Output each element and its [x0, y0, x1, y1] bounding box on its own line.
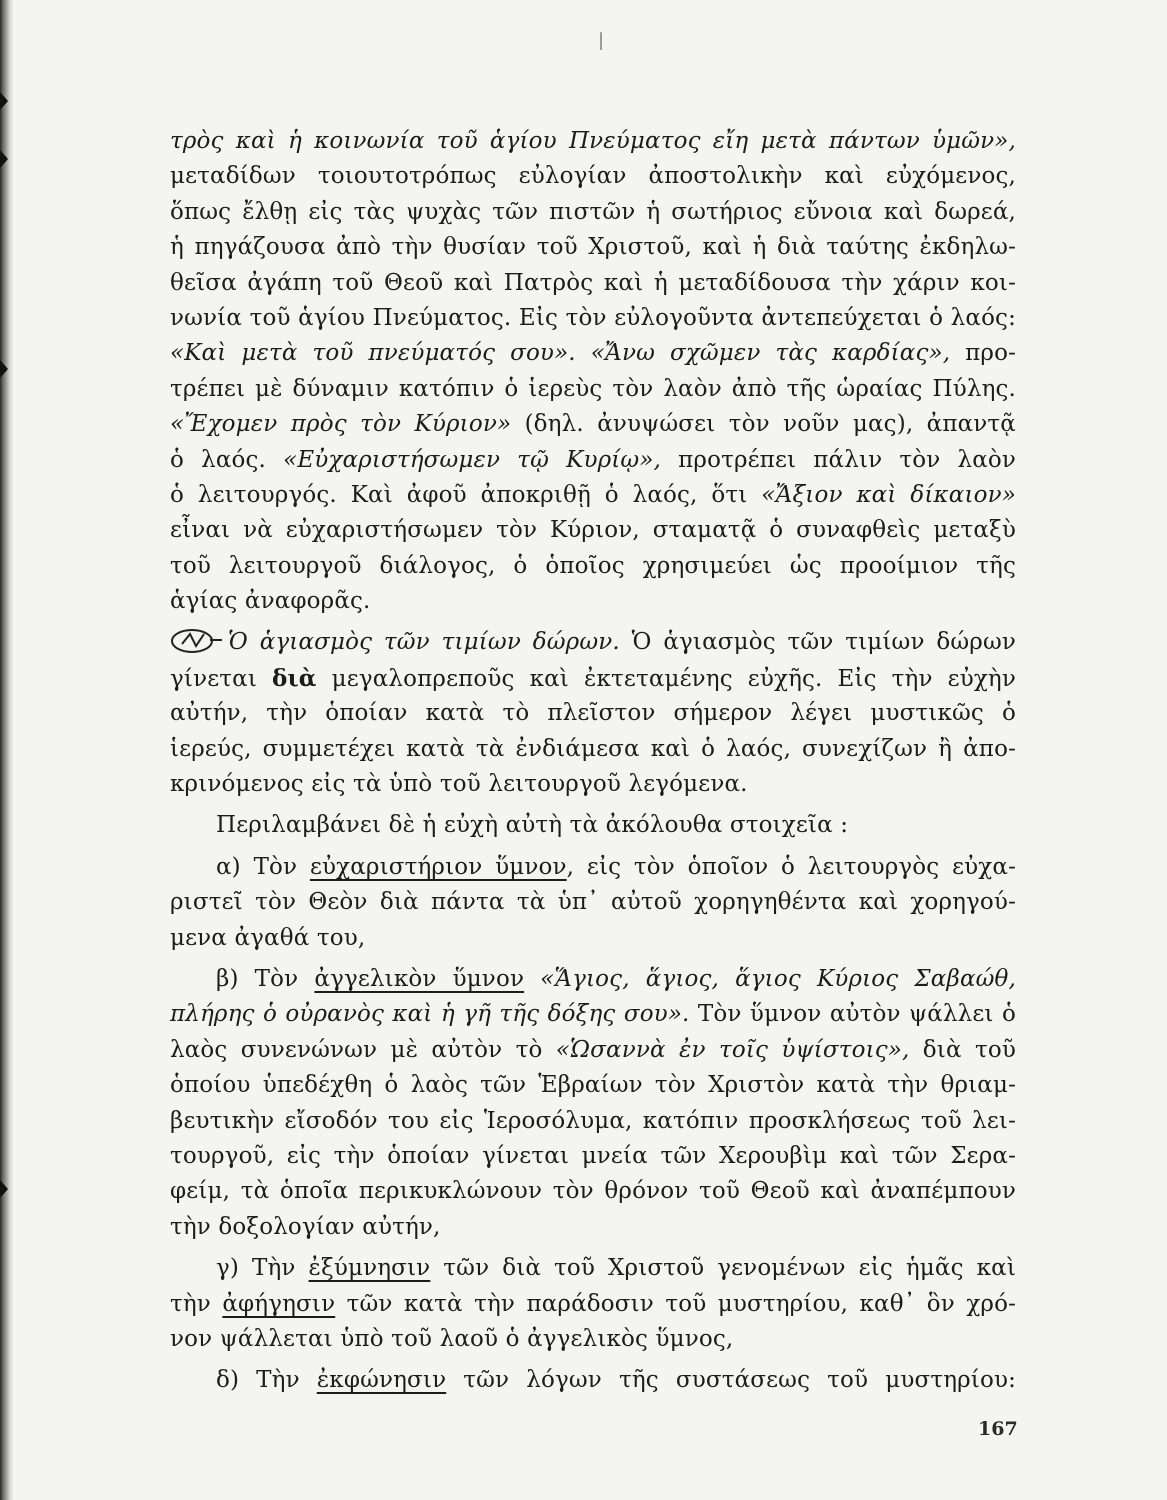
text-span: «Ἄξιον καὶ δίκαιον»: [761, 481, 1016, 508]
text-line: [170, 1287, 1016, 1322]
text-span: ὁ λειτουργός. Καὶ ἀφοῦ ἀποκριθῇ ὁ λαός, ὅτι: [170, 481, 762, 508]
text-line: κρινόμενος εἰς τὰ ὑπὸ τοῦ λειτουργοῦ λεγόμενα.: [170, 771, 748, 798]
page-body: [170, 124, 1016, 1399]
list-item-c: [170, 1251, 1016, 1286]
list-item-d: [170, 1363, 1016, 1398]
text-span: «Καὶ μετὰ τοῦ πνεύματός σου». «Ἄνω σχῶμεν τὰς καρδίας»,: [170, 340, 951, 367]
text-span: τὴν: [170, 1290, 223, 1317]
list-item-b: [170, 962, 1016, 997]
text-line: αὐτήν, τὴν ὁποίαν κατὰ τὸ πλεῖστον σήμερον λέγει μυστικῶς ὁ: [170, 700, 1016, 727]
text-span: «Ὡσαννὰ ἐν τοῖς ὑψίστοις»,: [555, 1036, 910, 1063]
text-line: [170, 1033, 1016, 1068]
pencil-mark: |: [598, 30, 605, 51]
text-line: [170, 997, 1016, 1032]
text-line: ἁγίας ἀναφορᾶς.: [170, 588, 371, 615]
text-line: [170, 478, 1016, 513]
text-span: β) Τὸν: [216, 965, 315, 992]
text-line: τὴν δοξολογίαν αὐτήν,: [170, 1213, 441, 1240]
section-heading: Ὁ ἁγιασμὸς τῶν τιμίων δώρων.: [228, 629, 620, 656]
text-span: δ) Τὴν: [216, 1367, 317, 1394]
underlined-term: ἐκφώνησιν: [316, 1367, 447, 1394]
text-line: [170, 407, 1016, 442]
text-span: τρὸς καὶ ἡ κοινωνία τοῦ ἁγίου Πνεύματος εἴη μετὰ πάντων ὑμῶν»,: [170, 128, 1016, 154]
text-span: «Ἅγιος, ἅγιος, ἅγιος Κύριος Σαβαώθ,: [524, 965, 1016, 992]
text-line: [170, 124, 1016, 159]
text-line: [170, 336, 1016, 371]
text-span: γίνεται: [170, 665, 273, 692]
text-span: προ-: [950, 340, 1016, 367]
text-span: (δηλ. ἀνυψώσει τὸν νοῦν μας), ἀπαντᾷ: [511, 411, 1016, 438]
text-line: ὅπως ἔλθῃ εἰς τὰς ψυχὰς τῶν πιστῶν ἡ σωτήριος εὔνοια καὶ δωρεά,: [170, 198, 1016, 225]
text-line: θεῖσα ἀγάπη τοῦ Θεοῦ καὶ Πατρὸς καὶ ἡ μεταδίδουσα τὴν χάριν κοι-: [170, 269, 1016, 296]
text-span: τῶν διὰ τοῦ Χριστοῦ γενομένων εἰς ἡμᾶς καὶ: [430, 1255, 1016, 1282]
text-span: «Εὐχαριστήσωμεν τῷ Κυρίῳ»,: [283, 446, 662, 473]
text-line: εἶναι νὰ εὐχαριστήσωμεν τὸν Κύριον, σταματᾷ ὁ συναφθεὶς μεταξὺ: [170, 517, 1016, 544]
underlined-term: ἀγγελικὸν ὕμνον: [314, 965, 525, 992]
text-line: τρέπει μὲ δύναμιν κατόπιν ὁ ἱερεὺς τὸν λαὸν ἀπὸ τῆς ὡραίας Πύλης.: [170, 375, 1016, 402]
text-line: φείμ, τὰ ὁποῖα περικυκλώνουν τὸν θρόνον τοῦ Θεοῦ καὶ ἀναπέμπουν: [170, 1178, 1016, 1205]
page-number: 167: [978, 1418, 1018, 1440]
text-line: Περιλαμβάνει δὲ ἡ εὐχὴ αὐτὴ τὰ ἀκόλουθα στοιχεῖα :: [216, 812, 849, 839]
text-span: ὁ λαός.: [170, 446, 284, 473]
list-item-a: [170, 850, 1016, 885]
underlined-term: εὐχαριστήριον ὕμνον: [309, 853, 567, 880]
text-span: Τὸν ὕμνον αὐτὸν ψάλλει ὁ: [689, 1001, 1016, 1028]
text-span: διὰ: [272, 664, 317, 692]
text-line: ὁποίου ὑπεδέχθη ὁ λαὸς τῶν Ἑβραίων τὸν Χριστὸν κατὰ τὴν θριαμ-: [170, 1072, 1016, 1099]
text-line: νον ψάλλεται ὑπὸ τοῦ λαοῦ ὁ ἀγγελικὸς ὕμνος,: [170, 1325, 734, 1352]
underlined-term: ἐξύμνησιν: [308, 1255, 431, 1282]
text-line: [170, 661, 1016, 696]
text-line: ἡ πηγάζουσα ἀπὸ τὴν θυσίαν τοῦ Χριστοῦ, καὶ ἡ διὰ ταύτης ἐκδηλω-: [170, 234, 1016, 261]
section-heading-line: [170, 625, 1016, 660]
text-span: τῶν λόγων τῆς συστάσεως τοῦ μυστηρίου:: [446, 1367, 1016, 1394]
text-line: τοῦ λειτουργοῦ διάλογος, ὁ ὁποῖος χρησιμεύει ὡς προοίμιον τῆς: [170, 552, 1016, 579]
text-span: γ) Τὴν: [216, 1255, 309, 1282]
text-line: μεταδίδων τοιουτοτρόπως εὐλογίαν ἀποστολικὴν καὶ εὐχόμενος,: [170, 163, 1016, 190]
text-span: διὰ τοῦ: [909, 1036, 1016, 1063]
text-line: ἱερεύς, συμμετέχει κατὰ τὰ ἐνδιάμεσα καὶ ὁ λαός, συνεχίζων ἢ ἀπο-: [170, 735, 1016, 762]
text-span: λαὸς συνενώνων μὲ αὐτὸν τὸ: [170, 1036, 556, 1063]
book-gutter-shadow: [0, 0, 14, 1500]
text-line: [170, 443, 1016, 478]
underlined-term: ἀφήγησιν: [222, 1290, 336, 1317]
text-span: προτρέπει πάλιν τὸν λαὸν: [661, 446, 1016, 473]
text-span: , εἰς τὸν ὁποῖον ὁ λειτουργὸς εὐχα-: [566, 853, 1016, 880]
handwritten-circle-mark: [170, 628, 224, 654]
text-span: «Ἔχομεν πρὸς τὸν Κύριον»: [170, 411, 512, 438]
text-line: ριστεῖ τὸν Θεὸν διὰ πάντα τὰ ὑπ᾽ αὐτοῦ χορηγηθέντα καὶ χορηγού-: [170, 889, 1016, 916]
text-span: πλήρης ὁ οὐρανὸς καὶ ἡ γῆ τῆς δόξης σου».: [170, 1001, 690, 1028]
text-line: μενα ἀγαθά του,: [170, 924, 366, 951]
text-span: Ὁ ἁγιασμὸς τῶν τιμίων δώρων: [619, 629, 1016, 656]
text-line: νωνία τοῦ ἁγίου Πνεύματος. Εἰς τὸν εὐλογοῦντα ἀντεπεύχεται ὁ λαός:: [170, 304, 1016, 331]
text-span: τῶν κατὰ τὴν παράδοσιν τοῦ μυστηρίου, καθ᾽ ὃν χρό-: [335, 1290, 1016, 1317]
text-line: τουργοῦ, εἰς τὴν ὁποίαν γίνεται μνεία τῶν Χερουβὶμ καὶ τῶν Σερα-: [170, 1142, 1016, 1169]
text-line: βευτικὴν εἴσοδόν του εἰς Ἱεροσόλυμα, κατόπιν προσκλήσεως τοῦ λει-: [170, 1107, 1016, 1134]
text-span: μεγαλοπρεποῦς καὶ ἐκτεταμένης εὐχῆς. Εἰς τὴν εὐχὴν: [316, 665, 1016, 692]
text-span: α) Τὸν: [216, 853, 310, 880]
